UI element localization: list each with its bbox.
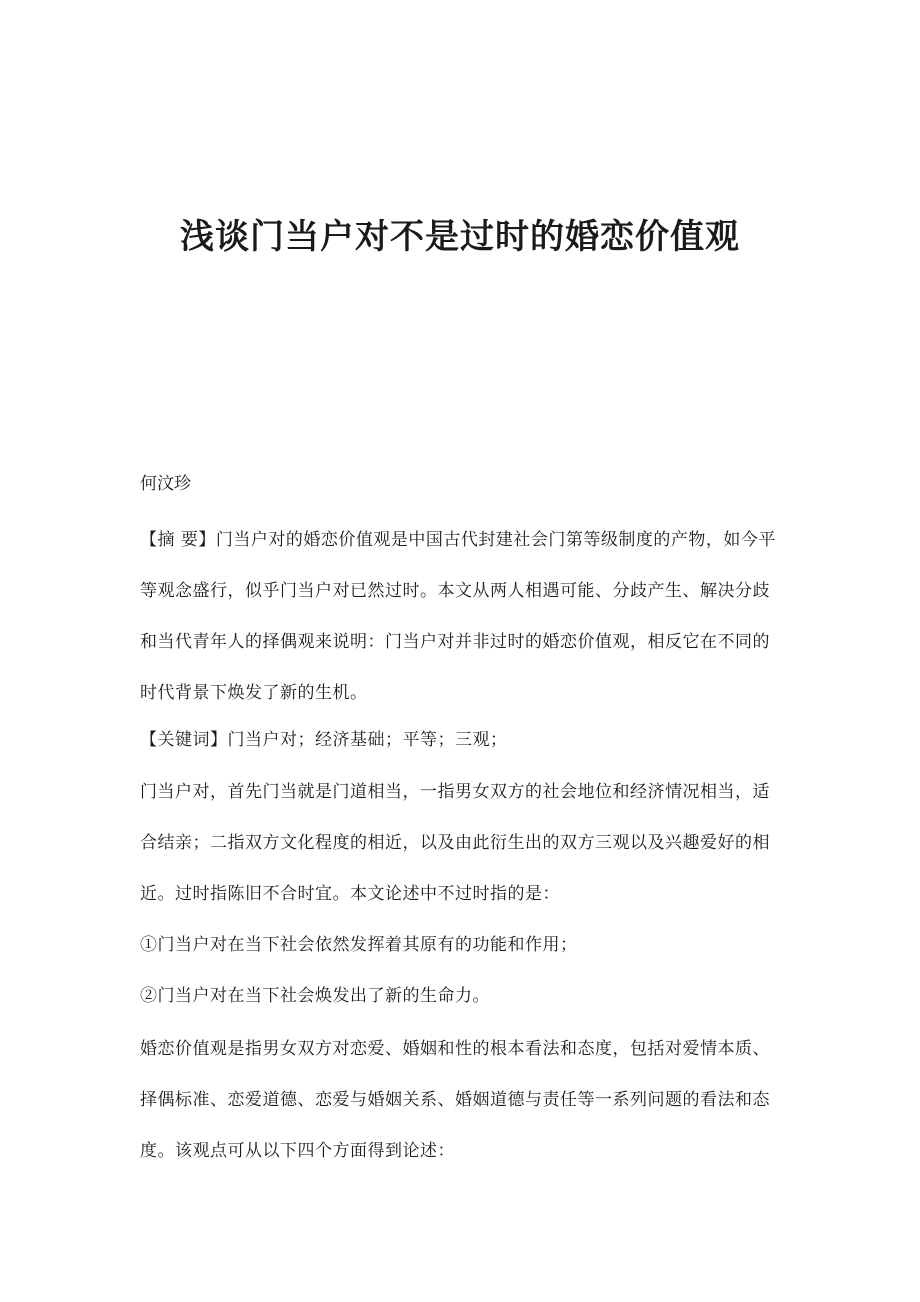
body-paragraph: 门当户对，首先门当就是门道相当，一指男女双方的社会地位和经济情况相当，适合结亲；二指双方文化程度的相近，以及由此衍生出的双方三观以及兴趣爱好的相近。过时指陈旧不合时宜。本文论述中不过时指的是： — [140, 782, 770, 904]
keywords-label: 【关键词】 — [140, 730, 228, 750]
keywords-paragraph — [140, 715, 785, 766]
abstract-paragraph — [140, 515, 785, 719]
document-title: 浅谈门当户对不是过时的婚恋价值观 — [180, 217, 740, 257]
body-paragraph: ①门当户对在当下社会依然发挥着其原有的功能和作用； — [140, 935, 578, 955]
keywords-text: 门当户对；经济基础；平等；三观； — [227, 730, 508, 750]
abstract-label: 【摘 要】 — [140, 530, 216, 550]
author-name: 何汶珍 — [140, 474, 191, 494]
abstract-text: 门当户对的婚恋价值观是中国古代封建社会门第等级制度的产物，如今平等观念盛行，似乎门当户对已然过时。本文从两人相遇可能、分歧产生、解决分歧和当代青年人的择偶观来说明：门当户对并非过时的婚恋价值观，相反它在不同的时代背景下焕发了新的生机。 — [140, 530, 776, 703]
body-paragraph: ②门当户对在当下社会焕发出了新的生命力。 — [140, 986, 490, 1006]
body-paragraph: 婚恋价值观是指男女双方对恋爱、婚姻和性的根本看法和态度，包括对爱情本质、择偶标准、恋爱道德、恋爱与婚姻关系、婚姻道德与责任等一系列问题的看法和态度。该观点可从以下四个方面得到论述： — [140, 1039, 770, 1161]
